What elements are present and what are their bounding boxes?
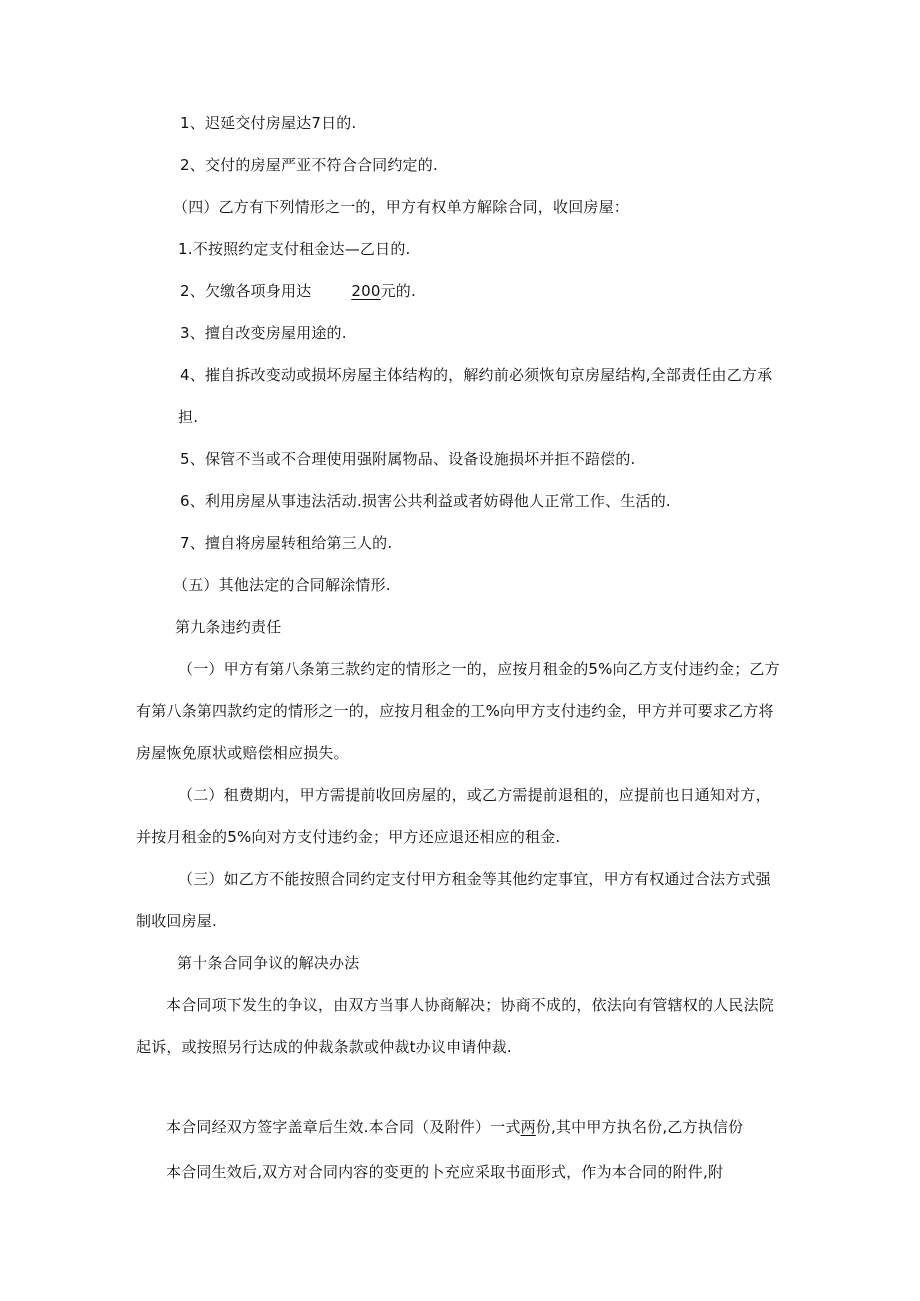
section-heading: 第九条违约责任 xyxy=(175,618,282,636)
text-segment: 2、欠缴各项身用达 xyxy=(180,282,312,300)
text-line: 4、摧自拆改变动或损坏房屋主体结构的，解约前必须恢旬京房屋结构,全部责任由乙方承 xyxy=(180,366,773,384)
filled-amount: 200 xyxy=(351,282,381,300)
text-line: 本合同项下发生的争议，由双方当事人协商解决；协商不成的，依法向有管辖权的人民法院 xyxy=(166,996,775,1014)
text-line: 3、擅自改变房屋用途的. xyxy=(180,324,347,342)
text-line: （一）甲方有第八条第三款约定的情形之一的，应按月租金的5%向乙方支付违约金；乙方 xyxy=(178,660,780,678)
text-line: （三）如乙方不能按照合同约定支付甲方租金等其他约定事宜，甲方有权通过合法方式强 xyxy=(178,870,771,888)
text-line xyxy=(180,281,416,301)
text-line: 起诉，或按照另行达成的仲裁条款或仲裁t办议申请仲裁. xyxy=(136,1038,512,1056)
section-heading: 第十条合同争议的解决办法 xyxy=(177,954,360,972)
filled-count: 两 xyxy=(520,1118,536,1136)
text-line: 5、保管不当或不合理使用强附属物品、设备设施损坏并拒不踣偿的. xyxy=(180,450,636,468)
text-line: （五）其他法定的合同解涂情形. xyxy=(173,576,391,594)
text-line: （四）乙方有下列情形之一的，甲方有权单方解除合同，收回房屋： xyxy=(173,198,630,216)
text-line: 并按月租金的5%向对方支付违约金；甲方还应退还相应的租金. xyxy=(136,828,561,846)
text-segment: 本合同经双方签字盖章后生效.本合同（及附件）一式 xyxy=(166,1118,521,1136)
text-line: 制收回房屋. xyxy=(136,912,217,930)
text-line: 担. xyxy=(178,408,199,426)
text-line: 6、利用房屋从事违法活动.损害公共利益或者妨碍他人正常工作、生活的. xyxy=(180,492,671,510)
text-line: 1.不按照约定支付租金达—乙日的. xyxy=(178,240,411,258)
text-segment: 元的. xyxy=(380,282,416,300)
text-line: （二）租费期内，甲方需提前收回房屋的，或乙方需提前退租的，应提前也日通知对方， xyxy=(178,786,771,804)
text-line: 房屋恢免原状或赔偿相应损失。 xyxy=(136,744,349,762)
text-line: 2、交付的房屋严亚不符合合同约定的. xyxy=(180,156,438,174)
text-line: 有第八条第四款约定的情形之一的，应按月租金的工%向甲方支付违约金，甲方并可要求乙方将 xyxy=(136,702,774,720)
text-line: 1、迟延交付房屋达7日的. xyxy=(180,114,357,132)
text-line: 本合同生效后,双方对合同内容的变更的卜充应采取书面形式，作为本合同的附件,附 xyxy=(166,1163,724,1181)
text-segment: 份,其中甲方执名份,乙方执信份 xyxy=(535,1118,744,1136)
text-line xyxy=(166,1117,743,1137)
text-line: 7、擅自将房屋转租给第三人的. xyxy=(180,534,393,552)
